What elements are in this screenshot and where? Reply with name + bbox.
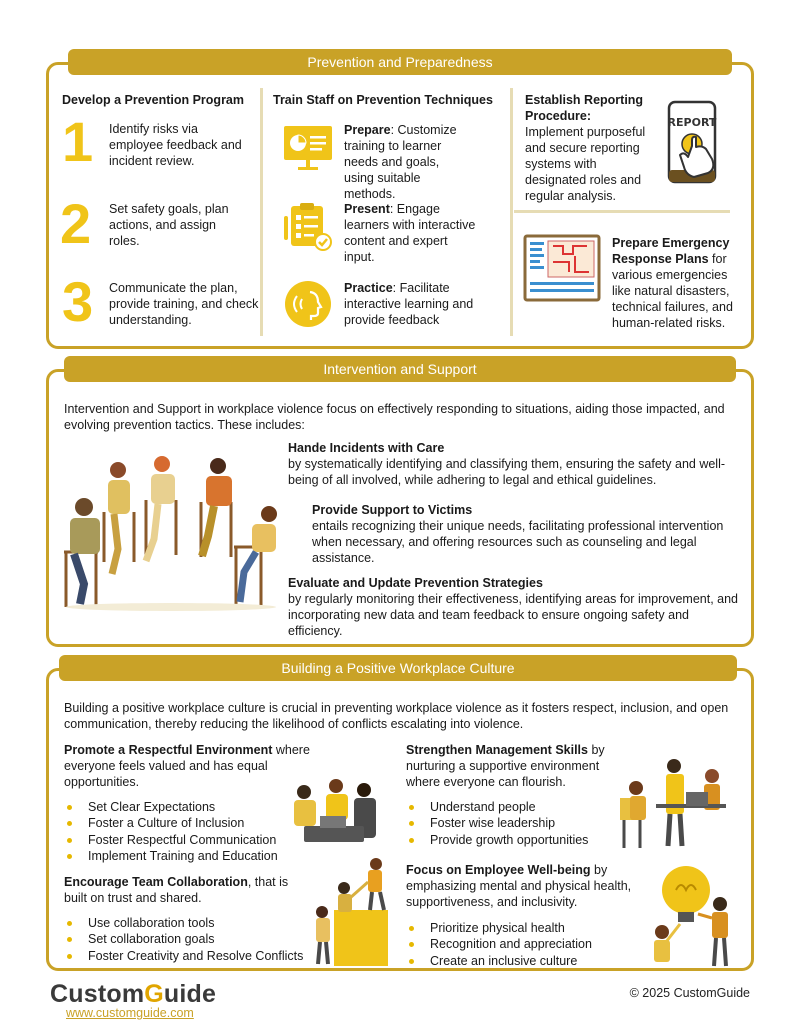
evacuation-map-icon — [523, 234, 601, 302]
bullet: Foster Creativity and Resolve Conflicts — [64, 948, 324, 964]
bullet: Use collaboration tools — [64, 915, 324, 931]
program-heading: Develop a Prevention Program — [62, 93, 245, 107]
culture-banner: Building a Positive Workplace Culture — [59, 655, 737, 681]
step-number-2: 2 — [60, 192, 92, 255]
wellbeing-block: Focus on Employee Well-being by emphasizing mental and physical health, supportiveness, and inclusivity. — [406, 863, 632, 909]
website-link[interactable]: www.customguide.com — [66, 1006, 194, 1020]
divider — [514, 210, 730, 213]
bullet: Create an inclusive culture — [406, 953, 626, 969]
report-phone-icon — [664, 100, 740, 208]
respect-block: Promote a Respectful Environment where everyone feels valued and has equal opportunities. — [64, 743, 310, 789]
mgmt-block: Strengthen Management Skills by nurturing a supportive environment where everyone can flourish. — [406, 743, 605, 789]
bullet: Understand people — [406, 799, 626, 815]
culture-intro: Building a positive workplace culture is crucial in preventing workplace violence as it fosters respect, inclusion, and open communication, thereby reducing the likelihood of conflicts escalating into violence. — [64, 701, 729, 731]
prevention-banner: Prevention and Preparedness — [68, 49, 732, 75]
step-text-3: Communicate the plan, provide training, and check understanding. — [109, 281, 259, 327]
reporting-block — [525, 92, 655, 204]
customguide-logo: CustomGuide — [50, 980, 217, 1008]
lightbulb-team-illustration — [646, 862, 738, 968]
train-item-prepare: Prepare: Customize training to learner needs and goals, using suitable methods. — [344, 123, 457, 201]
bullet: Foster Respectful Communication — [64, 832, 294, 848]
bullet: Foster wise leadership — [406, 815, 626, 831]
speaking-head-icon — [284, 280, 332, 328]
team-meeting-illustration — [284, 776, 390, 848]
office-team-illustration — [616, 758, 732, 850]
collab-bullets — [64, 915, 324, 964]
intervention-banner: Intervention and Support — [64, 356, 736, 382]
bullet: Recognition and appreciation — [406, 936, 626, 952]
step-text-1: Identify risks via employee feedback and incident review. — [109, 122, 242, 168]
intervention-item-3: Evaluate and Update Prevention Strategies by regularly monitoring their effectiveness, identifying areas for improvement, and incorporating new data and team feedback to ensure ongoing safety and efficiency. — [288, 576, 738, 638]
respect-bullets — [64, 799, 294, 864]
intervention-item-1: Hande Incidents with Care by systematically identifying and classifying them, ensuring the safety and well-being of all involved, while adhering to legal and ethical guidelines. — [288, 441, 726, 487]
train-item-practice: Practice: Facilitate interactive learning and provide feedback — [344, 281, 474, 327]
train-heading: Train Staff on Prevention Techniques — [273, 93, 493, 107]
intervention-item-2: Provide Support to Victims entails recognizing their unique needs, facilitating professional intervention when necessary, and offering resources such as counseling and legal assistance. — [312, 503, 724, 565]
copyright: © 2025 CustomGuide — [629, 986, 750, 1000]
bullet: Provide growth opportunities — [406, 832, 626, 848]
report-sign-text: REPORT — [667, 116, 717, 129]
bullet: Prioritize physical health — [406, 920, 626, 936]
train-item-present: Present: Engage learners with interactive content and expert input. — [344, 202, 476, 264]
reporting-text: Implement purposeful and secure reporting systems with designated roles and regular analysis. — [525, 125, 646, 203]
presentation-board-icon — [282, 124, 334, 172]
step-number-1: 1 — [62, 110, 94, 173]
mgmt-bullets — [406, 799, 626, 848]
collab-block: Encourage Team Collaboration, that is built on trust and shared. — [64, 875, 289, 905]
step-text-2: Set safety goals, plan actions, and assign roles. — [109, 202, 229, 248]
team-climbing-illustration — [310, 858, 398, 968]
step-number-3: 3 — [62, 270, 94, 333]
emergency-block: Prepare Emergency Response Plans for various emergencies like natural disasters, technical failures, and human-related risks. — [612, 236, 733, 330]
reporting-heading: Establish Reporting Procedure: — [525, 93, 644, 123]
intervention-intro: Intervention and Support in workplace violence focus on effectively responding to situations, aiding those impacted, and evolving prevention tactics. These includes: — [64, 402, 725, 432]
support-group-illustration — [56, 452, 286, 612]
wellbeing-bullets — [406, 920, 626, 969]
bullet: Set Clear Expectations — [64, 799, 294, 815]
bullet: Foster a Culture of Inclusion — [64, 815, 294, 831]
bullet: Set collaboration goals — [64, 931, 324, 947]
divider — [260, 88, 263, 336]
bullet: Implement Training and Education — [64, 848, 294, 864]
divider — [510, 88, 513, 336]
checklist-icon — [283, 202, 333, 252]
